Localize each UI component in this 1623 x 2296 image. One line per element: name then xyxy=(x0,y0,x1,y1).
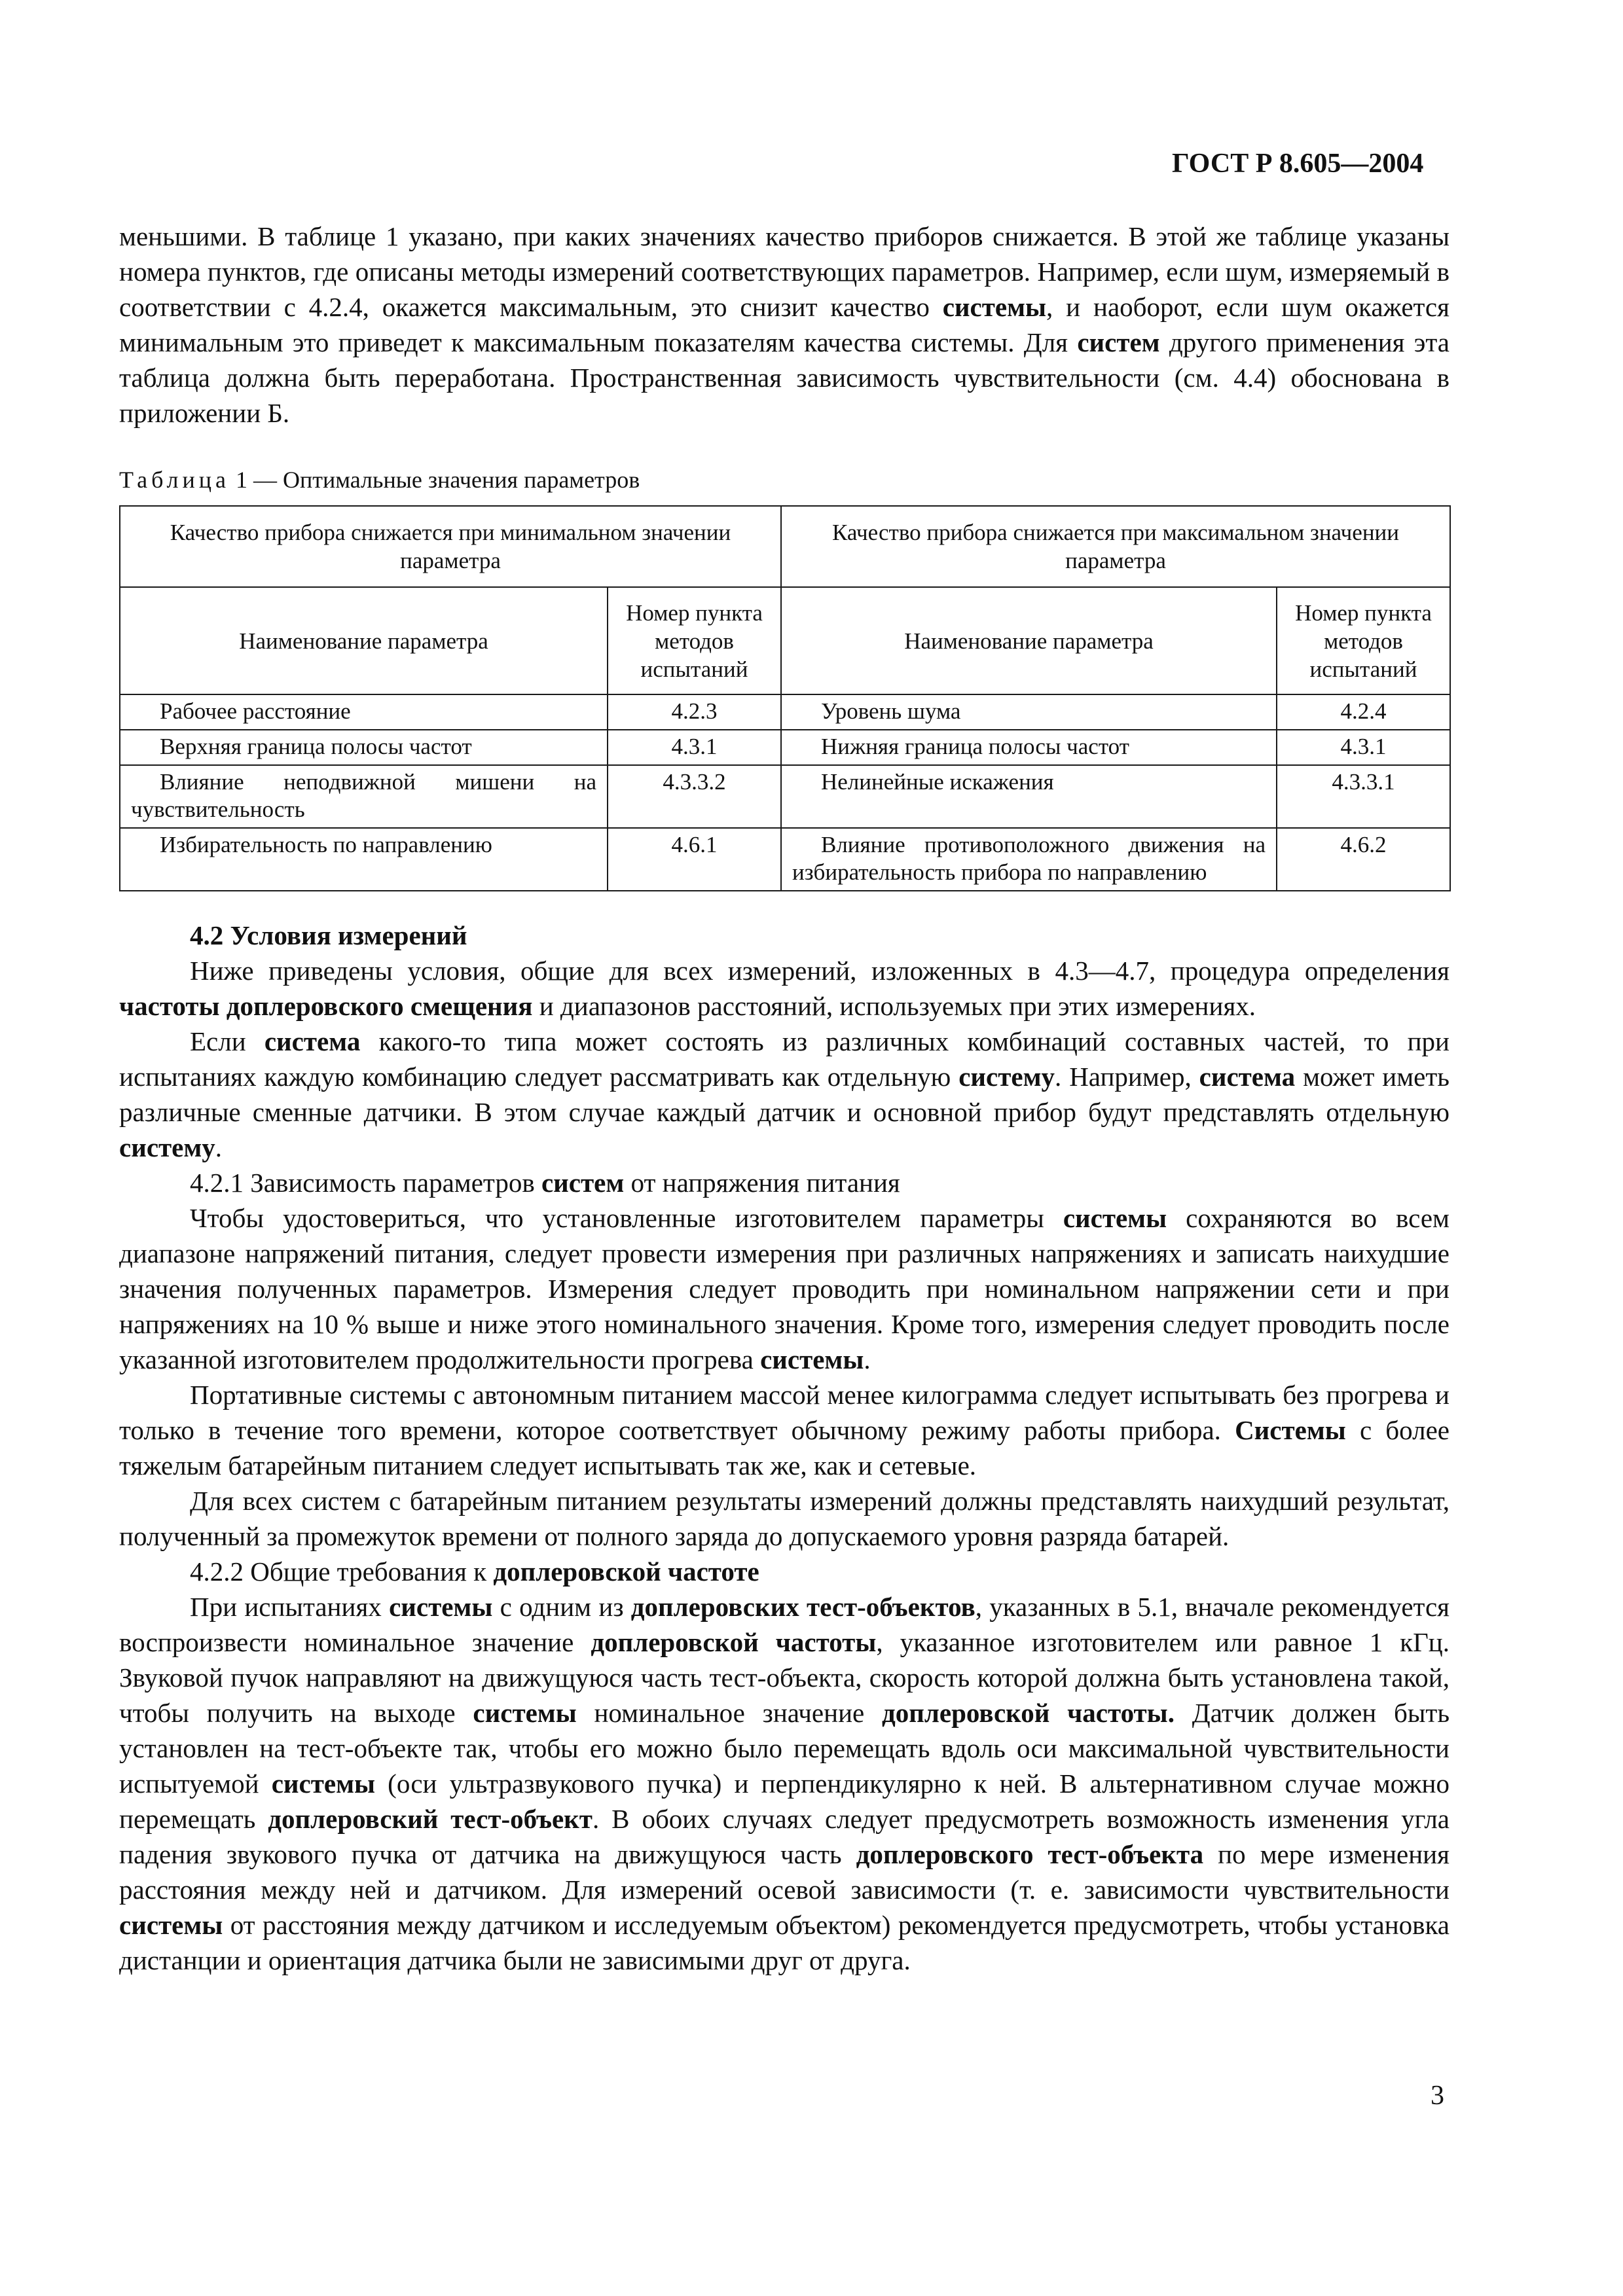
paragraph xyxy=(119,1377,1450,1483)
paragraph xyxy=(119,1589,1450,1978)
cell-right-num: 4.3.1 xyxy=(1277,730,1450,765)
cell-left-num: 4.6.1 xyxy=(608,828,781,891)
text-run: от расстояния между датчиком и исследуемым объектом) рекомендуется предусмотреть, чтобы установка дистанции и ориентация датчика были не зависимыми друг от друга. xyxy=(119,1910,1450,1975)
bold-term: системы xyxy=(942,292,1047,322)
paragraph xyxy=(119,1165,1450,1200)
col-header-name-left: Наименование параметра xyxy=(120,587,608,694)
bold-term: доплеровской частоты xyxy=(591,1627,877,1657)
table-caption-label: Таблица xyxy=(119,467,230,493)
page-number: 3 xyxy=(1431,2081,1444,2111)
text-run: 4.2.2 Общие требования к xyxy=(190,1556,494,1587)
bold-term: систем xyxy=(1077,327,1160,357)
col-header-num-left: Номер пункта методов испытаний xyxy=(608,587,781,694)
cell-right-name: Уровень шума xyxy=(781,694,1277,730)
bold-term: система xyxy=(264,1026,361,1056)
bold-term: системы xyxy=(760,1344,864,1374)
paragraph xyxy=(119,219,1450,431)
text-run: Если xyxy=(190,1026,264,1056)
body-text xyxy=(119,953,1450,1978)
text-run: При испытаниях xyxy=(190,1592,390,1622)
col-header-num-right: Номер пункта методов испытаний xyxy=(1277,587,1450,694)
text-run: Портативные системы с автономным питанием массой менее килограмма следует испытывать без прогрева и только в течение того времени, которое соответствует обычному режиму работы прибора. xyxy=(119,1380,1450,1445)
table-group-max: Качество прибора снижается при максимальном значении параметра xyxy=(781,506,1450,587)
bold-term: систему xyxy=(958,1062,1055,1092)
document-code: ГОСТ Р 8.605—2004 xyxy=(1172,149,1424,179)
text-run: какого-то типа может состоять из различных комбинаций составных частей, то при испытаниях каждую комбинацию следует рассматривать как отдельную xyxy=(119,1026,1450,1092)
text-run: меньшими. В таблице 1 указано, при каких значениях качество приборов снижается. В этой же таблице указаны номера пунктов, где описаны методы измерений соответствующих параметров. Например, если шум, измеряемый в соответствии с 4.2.4, окажется максимальным, это снизит качество xyxy=(119,221,1450,322)
bold-term: доплеровских тест-объектов xyxy=(630,1592,976,1622)
paragraph xyxy=(119,953,1450,1024)
paragraph xyxy=(119,1200,1450,1377)
table-row xyxy=(120,730,1450,765)
bold-term: доплеровского тест-объекта xyxy=(856,1839,1204,1869)
cell-left-num: 4.2.3 xyxy=(608,694,781,730)
text-run: 4.2.1 Зависимость параметров xyxy=(190,1168,541,1198)
bold-term: системы xyxy=(271,1768,376,1799)
col-header-name-right: Наименование параметра xyxy=(781,587,1277,694)
paragraph xyxy=(119,1554,1450,1589)
cell-left-num: 4.3.1 xyxy=(608,730,781,765)
cell-left-name: Влияние неподвижной мишени на чувствительность xyxy=(120,765,608,828)
text-run: и диапазонов расстояний, используемых при этих измерениях. xyxy=(532,991,1256,1021)
text-run: , указанное изготовителем или равное 1 кГц. Звуковой пучок направляют на движущуюся часть тест-объекта, скорость которой должна быть установлена такой, чтобы получить на выходе xyxy=(119,1627,1450,1728)
table-group-min: Качество прибора снижается при минимальном значении параметра xyxy=(120,506,781,587)
cell-left-name: Избирательность по направлению xyxy=(120,828,608,891)
cell-right-name: Нижняя граница полосы частот xyxy=(781,730,1277,765)
bold-term: системы xyxy=(119,1910,223,1940)
bold-term: системы xyxy=(1063,1203,1167,1233)
table-row xyxy=(120,694,1450,730)
text-run: сохраняются во всем диапазоне напряжений питания, следует провести измерения при различных напряжениях и записать наихудшие значения полученных параметров. Измерения следует проводить при номинальном напряжении сети и при напряжениях на 10 % выше и ниже этого номинального значения. Кроме того, измерения следует проводить после указанной изготовителем продолжительности прогрева xyxy=(119,1203,1450,1374)
paragraph xyxy=(119,1483,1450,1554)
parameters-table xyxy=(119,505,1451,891)
text-run: , указанных в 5.1, вначале рекомендуется воспроизвести номинальное значение xyxy=(119,1592,1450,1657)
bold-term: систему xyxy=(119,1132,215,1162)
text-run: от напряжения питания xyxy=(624,1168,900,1198)
bold-term: доплеровский тест-объект xyxy=(268,1804,593,1834)
bold-term: доплеровской частоте xyxy=(493,1556,759,1587)
text-run: . Например, xyxy=(1055,1062,1199,1092)
text-run: Ниже приведены условия, общие для всех измерений, изложенных в 4.3—4.7, процедура определения xyxy=(190,956,1450,986)
text-run: с одним из xyxy=(492,1592,631,1622)
bold-term: Системы xyxy=(1235,1415,1346,1445)
text-run: по мере изменения расстояния между ней и датчиком. Для измерений осевой зависимости (т. е. зависимости чувствительности xyxy=(119,1839,1450,1905)
cell-left-name: Рабочее расстояние xyxy=(120,694,608,730)
bold-term: система xyxy=(1199,1062,1296,1092)
cell-right-num: 4.2.4 xyxy=(1277,694,1450,730)
text-run: . xyxy=(864,1344,871,1374)
cell-right-num: 4.3.3.1 xyxy=(1277,765,1450,828)
bold-term: системы xyxy=(389,1592,493,1622)
text-run: Чтобы удостовериться, что установленные изготовителем параметры xyxy=(190,1203,1063,1233)
text-run: , и наоборот, если шум окажется минимальным это приведет к максимальным показателям качества системы. Для xyxy=(119,292,1450,357)
text-run: . В обоих случаях следует предусмотреть возможность изменения угла падения звукового пучка от датчика на движущуюся часть xyxy=(119,1804,1450,1869)
section-heading: 4.2 Условия измерений xyxy=(190,920,467,950)
bold-term: системы xyxy=(473,1698,577,1728)
cell-left-num: 4.3.3.2 xyxy=(608,765,781,828)
text-run: с более тяжелым батарейным питанием следует испытывать так же, как и сетевые. xyxy=(119,1415,1450,1480)
text-run: Датчик должен быть установлен на тест-объекте так, чтобы его можно было перемещать вдоль оси максимальной чувствительности испытуемой xyxy=(119,1698,1450,1799)
cell-right-name: Нелинейные искажения xyxy=(781,765,1277,828)
page-content xyxy=(119,219,1450,1978)
cell-right-num: 4.6.2 xyxy=(1277,828,1450,891)
text-run: . xyxy=(215,1132,223,1162)
bold-term: частоты доплеровского смещения xyxy=(119,991,533,1021)
table-caption-title: 1 — Оптимальные значения параметров xyxy=(229,467,640,493)
bold-term: доплеровской частоты. xyxy=(882,1698,1175,1728)
text-run: номинальное значение xyxy=(576,1698,882,1728)
text-run: Для всех систем с батарейным питанием результаты измерений должны представлять наихудший результат, полученный за промежуток времени от полного заряда до допускаемого уровня разряда батарей. xyxy=(119,1486,1450,1551)
table-row xyxy=(120,765,1450,828)
text-run: может иметь различные сменные датчики. В этом случае каждый датчик и основной прибор будут представлять отдельную xyxy=(119,1062,1450,1127)
cell-right-name: Влияние противоположного движения на избирательность прибора по направлению xyxy=(781,828,1277,891)
cell-left-name: Верхняя граница полосы частот xyxy=(120,730,608,765)
table-row xyxy=(120,828,1450,891)
text-run: другого применения эта таблица должна быть переработана. Пространственная зависимость чувствительности (см. 4.4) обоснована в приложении Б. xyxy=(119,327,1450,428)
paragraph xyxy=(119,1024,1450,1165)
intro-text xyxy=(119,219,1450,431)
table-caption xyxy=(119,465,1450,495)
text-run: (оси ультразвукового пучка) и перпендикулярно к ней. В альтернативном случае можно перемещать xyxy=(119,1768,1450,1834)
bold-term: систем xyxy=(541,1168,625,1198)
